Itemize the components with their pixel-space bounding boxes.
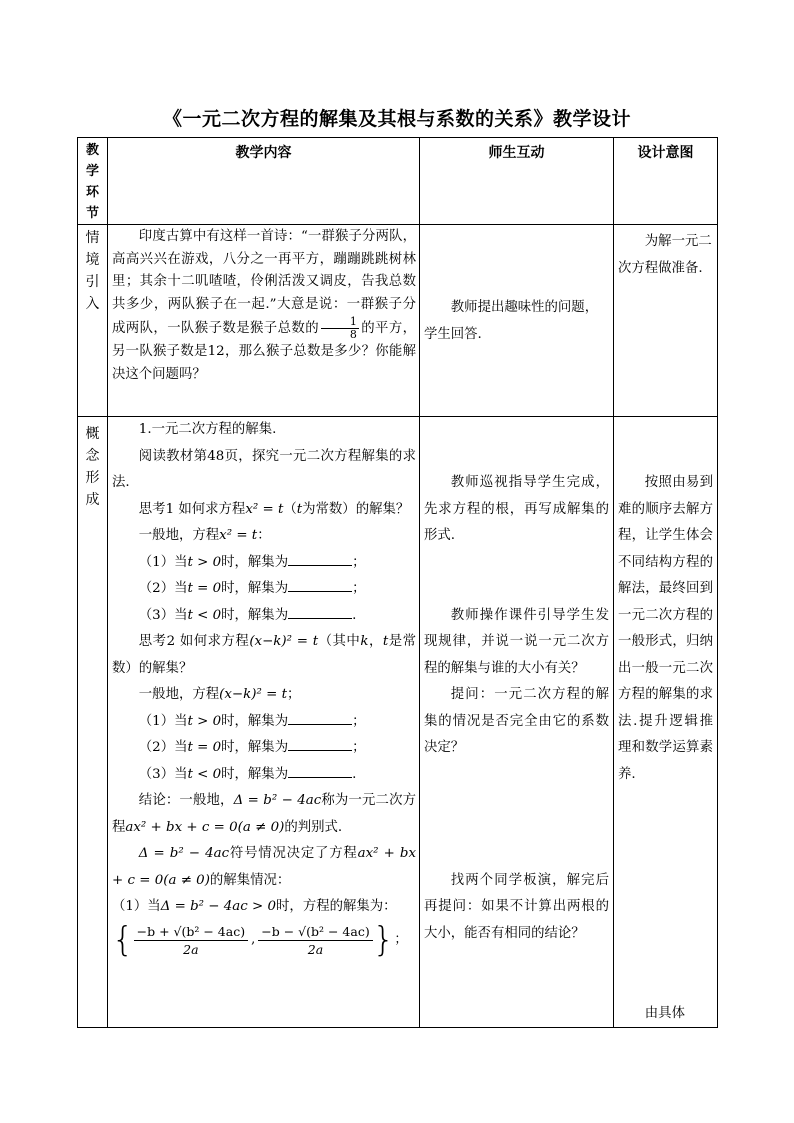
intent-concept: 按照由易到难的顺序去解方程，让学生体会不同结构方程的解法，最终回到一元二次方程的一般形式，归纳出一般一元二次方程的解集的求法.提升逻辑推理和数学运算素养. 由具体 <box>614 417 718 1028</box>
case-1b: （1）当t > 0时，解集为 ； <box>112 709 416 736</box>
fraction-one-eighth: $\frac{1}{8}$ <box>321 316 359 341</box>
header-interaction: 师生互动 <box>420 138 614 225</box>
answer-blank <box>288 736 352 751</box>
interaction-concept: 教师巡视指导学生完成，先求方程的根，再写成解集的形式. 教师操作课件引导学生发现规律，并说一说一元二次方程的解集与谁的大小有关？ 提问：一元二次方程的解集的情况是否完全由它的系数决定？ 找两个同学板演，解完后再提问：如果不计算出两根的大小，能否有相同的结论？ <box>420 417 614 1028</box>
case-2b: （2）当t = 0时，解集为 ； <box>112 735 416 762</box>
lesson-table <box>77 137 718 1028</box>
content-concept: 1.一元二次方程的解集. 阅读教材第48页，探究一元二次方程解集的求法. 思考1 如何求方程x² = t（t为常数）的解集？ 一般地，方程x² = t： （1）当t > 0时，解集为 ； （2）当t = 0时，解集为 ； （3）当t < 0时，解集为 . 思考2 如何求方程(x−k)² = t（其中k，t是常数）的解集？ 一般地，方程(x−k)² = t； （1）当t > 0时，解集为 ； （2）当t = 0时，解集为 ； （3）当t < 0时，解集为 . 结论：一般地，Δ = b² − 4ac称为一元二次方程ax² + bx + c = 0(a ≠ 0)的判别式. Δ = b² − 4ac符号情况决定了方程ax² + bx + c = 0(a ≠ 0)的解集情况： （1）当Δ = b² − 4ac > 0时，方程的解集为： { −b + √(b² − 4ac) 2a , −b − √(b² − 4ac) 2a } ； <box>108 417 420 1028</box>
row-concept <box>78 417 718 1028</box>
answer-blank <box>288 577 352 592</box>
interaction-situation: 教师提出趣味性的问题，学生回答. <box>420 225 614 417</box>
header-row <box>78 138 718 225</box>
document-title: 《一元二次方程的解集及其根与系数的关系》教学设计 <box>162 108 631 130</box>
answer-blank <box>288 763 352 778</box>
content-situation: 印度古算中有这样一首诗：“一群猴子分两队，高高兴兴在游戏，八分之一再平方，蹦蹦跳跳树林里；其余十二叽喳喳，伶俐活泼又调皮，告我总数共多少，两队猴子在一起.”大意是说：一群猴子分成两队，一队猴子数是猴子总数的 $\frac{1}{8}$ 的平方，另一队猴子数是12，那么猴子总数是多少？你能解决这个问题吗？ <box>108 225 420 417</box>
header-stage: 教 学 环 节 <box>78 138 108 225</box>
case-3b: （3）当t < 0时，解集为 . <box>112 762 416 789</box>
case-2: （2）当t = 0时，解集为 ； <box>112 576 416 603</box>
intent-situation: 为解一元二次方程做准备. <box>614 225 718 417</box>
case-3: （3）当t < 0时，解集为 . <box>112 603 416 630</box>
case-1: （1）当t > 0时，解集为 ； <box>112 550 416 577</box>
stage-situation: 情 境 引 入 <box>78 225 108 417</box>
answer-blank <box>288 551 352 566</box>
root-minus: −b − √(b² − 4ac) 2a <box>258 923 372 958</box>
left-brace: { <box>112 920 134 960</box>
solution-set-formula: { −b + √(b² − 4ac) 2a , −b − √(b² − 4ac) 2a } ； <box>112 920 408 960</box>
header-content: 教学内容 <box>108 138 420 225</box>
answer-blank <box>288 710 352 725</box>
row-situation <box>78 225 718 417</box>
header-intent: 设计意图 <box>614 138 718 225</box>
root-plus: −b + √(b² − 4ac) 2a <box>134 923 248 958</box>
right-brace: } <box>372 920 395 960</box>
stage-concept: 概 念 形 成 <box>78 417 108 1028</box>
answer-blank <box>288 604 352 619</box>
